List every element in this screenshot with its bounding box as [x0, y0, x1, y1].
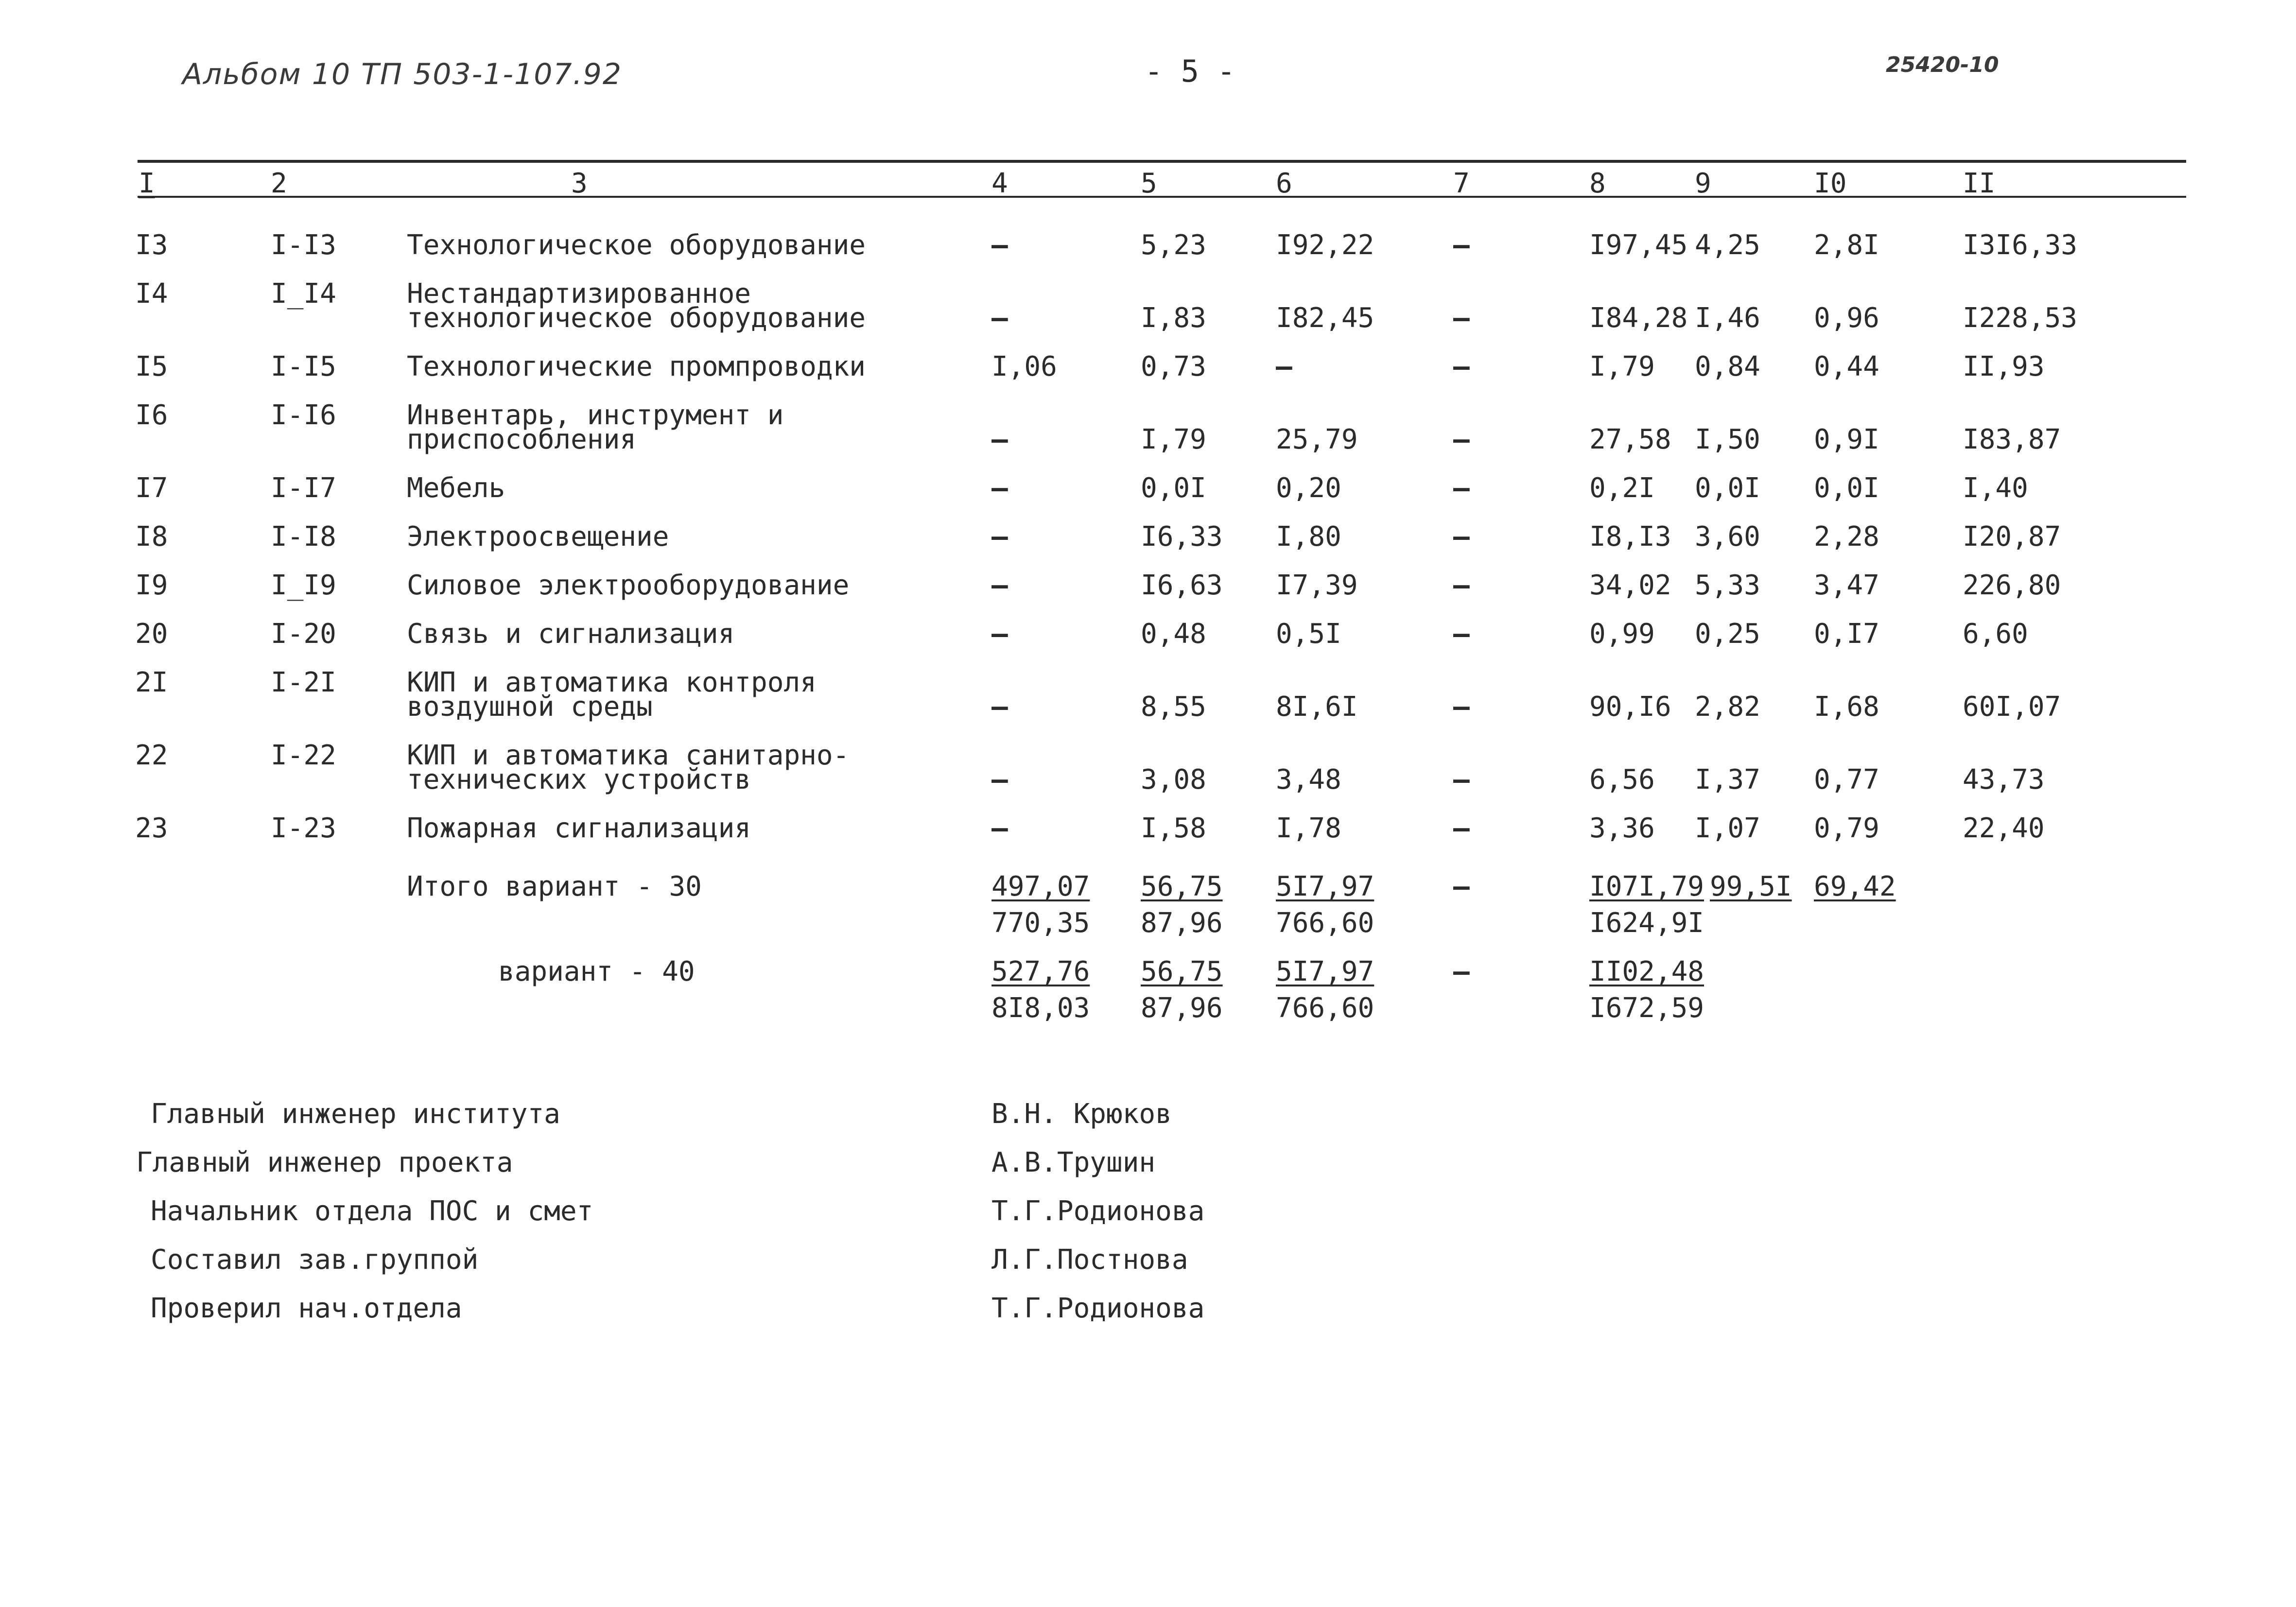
cell-value: I97,45: [1589, 229, 1688, 261]
row-name: Связь и сигнализация: [407, 618, 735, 650]
cell-value: 0,48: [1141, 618, 1206, 650]
cell-value: 0,I7: [1814, 618, 1879, 650]
cell-value: –: [991, 691, 1008, 723]
total-value: 69,42: [1814, 871, 1896, 902]
row-code: I-I7: [271, 472, 336, 504]
total-value-top: II02,48: [1589, 956, 1705, 987]
row-number: 22: [135, 740, 168, 771]
row-name: приспособления: [407, 424, 637, 455]
column-header: I0: [1814, 168, 1847, 199]
cell-value: –: [991, 229, 1008, 261]
row-code: I-22: [271, 740, 336, 771]
cell-value: I,06: [991, 351, 1057, 382]
cell-value: 0,77: [1814, 764, 1879, 795]
row-number: I3: [135, 229, 168, 261]
cell-value: I84,28: [1589, 302, 1688, 334]
cell-value: I6,33: [1141, 521, 1223, 553]
cell-value: I7,39: [1276, 570, 1358, 601]
cell-value: –: [1453, 302, 1470, 334]
cell-value: 226,80: [1963, 570, 2061, 601]
row-name: Электроосвещение: [407, 521, 669, 553]
cell-value: I83,87: [1963, 424, 2061, 455]
cell-value: 0,73: [1141, 351, 1206, 382]
total-value-bottom: 770,35: [991, 907, 1090, 939]
cell-value: –: [1453, 691, 1470, 723]
total-value-top: 56,75: [1141, 871, 1223, 902]
row-name: Нестандартизированное: [407, 278, 751, 310]
signature-title: Главный инженер института: [151, 1098, 560, 1130]
row-code: I-2I: [271, 667, 336, 698]
cell-value: I,07: [1695, 812, 1760, 844]
cell-value: 27,58: [1589, 424, 1671, 455]
row-number: I9: [135, 570, 168, 601]
row-number: I7: [135, 472, 168, 504]
signature-name: Л.Г.Постнова: [991, 1244, 1188, 1276]
column-header: II: [1963, 168, 1996, 199]
cell-value: 0,44: [1814, 351, 1879, 382]
column-header: 4: [991, 168, 1008, 199]
cell-value: 3,08: [1141, 764, 1206, 795]
cell-value: –: [1453, 424, 1470, 455]
signature-name: А.В.Трушин: [991, 1147, 1156, 1178]
cell-value: I,83: [1141, 302, 1206, 334]
cell-value: 6,56: [1589, 764, 1655, 795]
cell-value: 34,02: [1589, 570, 1671, 601]
signature-title: Главный инженер проекта: [136, 1147, 513, 1178]
row-name: КИП и автоматика санитарно-: [407, 740, 850, 771]
cell-value: –: [1453, 570, 1470, 601]
cell-value: 6,60: [1963, 618, 2028, 650]
cell-value: 0,84: [1695, 351, 1760, 382]
cell-value: 0,96: [1814, 302, 1879, 334]
cell-value: I92,22: [1276, 229, 1374, 261]
cell-value: 5,33: [1695, 570, 1760, 601]
cell-value: 0,9I: [1814, 424, 1879, 455]
cell-value: –: [991, 764, 1008, 795]
cell-value: 0,99: [1589, 618, 1655, 650]
total-value: –: [1453, 956, 1470, 987]
cell-value: 0,5I: [1276, 618, 1341, 650]
row-name: Технологические промпроводки: [407, 351, 866, 382]
signature-title: Составил зав.группой: [151, 1244, 479, 1276]
cell-value: I6,63: [1141, 570, 1223, 601]
album-reference: Альбом 10 ТП 503-1-107.92: [182, 57, 622, 91]
cell-value: –: [1453, 351, 1470, 382]
cell-value: 3,60: [1695, 521, 1760, 553]
total-value-bottom: 87,96: [1141, 907, 1223, 939]
cell-value: 4,25: [1695, 229, 1760, 261]
signature-title: Начальник отдела ПОС и смет: [151, 1195, 593, 1227]
row-code: I-I5: [271, 351, 336, 382]
cell-value: 0,2I: [1589, 472, 1655, 504]
cell-value: 0,0I: [1695, 472, 1760, 504]
row-name: Мебель: [407, 472, 505, 504]
cell-value: 2,28: [1814, 521, 1879, 553]
cell-value: I20,87: [1963, 521, 2061, 553]
column-header: 2: [271, 168, 287, 199]
row-number: 23: [135, 812, 168, 844]
cell-value: –: [991, 424, 1008, 455]
row-number: I4: [135, 278, 168, 310]
cell-value: I228,53: [1963, 302, 2078, 334]
row-name: КИП и автоматика контроля: [407, 667, 817, 698]
total-value: –: [1453, 871, 1470, 902]
cell-value: 0,79: [1814, 812, 1879, 844]
total-value: 99,5I: [1710, 871, 1792, 902]
cell-value: –: [1453, 472, 1470, 504]
signature-title: Проверил нач.отдела: [151, 1293, 462, 1324]
signature-name: Т.Г.Родионова: [991, 1195, 1205, 1227]
cell-value: 2,82: [1695, 691, 1760, 723]
row-number: 2I: [135, 667, 168, 698]
total-value-top: 497,07: [991, 871, 1090, 902]
total-value-bottom: 8I8,03: [991, 992, 1090, 1024]
cell-value: I8,I3: [1589, 521, 1671, 553]
column-header: I: [139, 168, 155, 199]
row-name: Силовое электрооборудование: [407, 570, 850, 601]
column-header: 9: [1695, 168, 1711, 199]
cell-value: 8,55: [1141, 691, 1206, 723]
cell-value: 3,47: [1814, 570, 1879, 601]
cell-value: I,78: [1276, 812, 1341, 844]
cell-value: 8I,6I: [1276, 691, 1358, 723]
total-value-bottom: 87,96: [1141, 992, 1223, 1024]
total-value-bottom: 766,60: [1276, 907, 1374, 939]
total-value-top: 527,76: [991, 956, 1090, 987]
cell-value: I,37: [1695, 764, 1760, 795]
row-code: I-I3: [271, 229, 336, 261]
cell-value: I3I6,33: [1963, 229, 2078, 261]
total-value-top: 5I7,97: [1276, 956, 1374, 987]
cell-value: 60I,07: [1963, 691, 2061, 723]
column-header: 6: [1276, 168, 1292, 199]
row-code: I-I6: [271, 399, 336, 431]
column-header: 7: [1453, 168, 1470, 199]
cell-value: 90,I6: [1589, 691, 1671, 723]
row-number: 20: [135, 618, 168, 650]
cell-value: –: [1453, 618, 1470, 650]
cell-value: –: [1453, 229, 1470, 261]
row-name: Инвентарь, инструмент и: [407, 399, 784, 431]
cell-value: I,80: [1276, 521, 1341, 553]
signature-name: Т.Г.Родионова: [991, 1293, 1205, 1324]
cell-value: 43,73: [1963, 764, 2045, 795]
cell-value: I,40: [1963, 472, 2028, 504]
signature-name: В.Н. Крюков: [991, 1098, 1172, 1130]
cell-value: 3,48: [1276, 764, 1341, 795]
cell-value: II,93: [1963, 351, 2045, 382]
row-name: технологическое оборудование: [407, 302, 866, 334]
cell-value: –: [991, 618, 1008, 650]
cell-value: 0,0I: [1141, 472, 1206, 504]
cell-value: I,79: [1141, 424, 1206, 455]
row-number: I5: [135, 351, 168, 382]
table-top-rule: [138, 160, 2186, 163]
cell-value: –: [1453, 521, 1470, 553]
row-code: I_I9: [271, 570, 336, 601]
total-value-bottom: I624,9I: [1589, 907, 1705, 939]
total-value-bottom: 766,60: [1276, 992, 1374, 1024]
cell-value: 5,23: [1141, 229, 1206, 261]
total-value-top: 5I7,97: [1276, 871, 1374, 902]
column-header: 8: [1589, 168, 1606, 199]
column-header: 5: [1141, 168, 1157, 199]
row-number: I6: [135, 399, 168, 431]
total-value-top: I07I,79: [1589, 871, 1705, 902]
cell-value: –: [1276, 351, 1292, 382]
column-header: 3: [571, 168, 588, 199]
cell-value: I,68: [1814, 691, 1879, 723]
cell-value: 0,0I: [1814, 472, 1879, 504]
cell-value: –: [991, 472, 1008, 504]
table-header-rule: [138, 196, 2186, 198]
row-code: I-20: [271, 618, 336, 650]
row-code: I-23: [271, 812, 336, 844]
cell-value: 22,40: [1963, 812, 2045, 844]
total-value-bottom: I672,59: [1589, 992, 1705, 1024]
row-name: воздушной среды: [407, 691, 653, 723]
page-number: - 5 -: [1145, 53, 1235, 89]
cell-value: –: [991, 302, 1008, 334]
cell-value: I,50: [1695, 424, 1760, 455]
cell-value: 3,36: [1589, 812, 1655, 844]
cell-value: –: [991, 521, 1008, 553]
row-name: Пожарная сигнализация: [407, 812, 751, 844]
total-value-top: 56,75: [1141, 956, 1223, 987]
cell-value: I,58: [1141, 812, 1206, 844]
cell-value: I82,45: [1276, 302, 1374, 334]
cell-value: –: [991, 570, 1008, 601]
document-number: 25420-10: [1886, 52, 1999, 77]
total-label: Итого вариант - 30: [407, 871, 702, 902]
row-number: I8: [135, 521, 168, 553]
row-name: технических устройств: [407, 764, 751, 795]
row-name: Технологическое оборудование: [407, 229, 866, 261]
cell-value: 0,25: [1695, 618, 1760, 650]
cell-value: 25,79: [1276, 424, 1358, 455]
cell-value: –: [1453, 812, 1470, 844]
cell-value: I,79: [1589, 351, 1655, 382]
row-code: I-I8: [271, 521, 336, 553]
cell-value: –: [991, 812, 1008, 844]
cell-value: 2,8I: [1814, 229, 1879, 261]
row-code: I_I4: [271, 278, 336, 310]
cell-value: I,46: [1695, 302, 1760, 334]
total-label: вариант - 40: [498, 956, 695, 987]
cell-value: –: [1453, 764, 1470, 795]
cell-value: 0,20: [1276, 472, 1341, 504]
